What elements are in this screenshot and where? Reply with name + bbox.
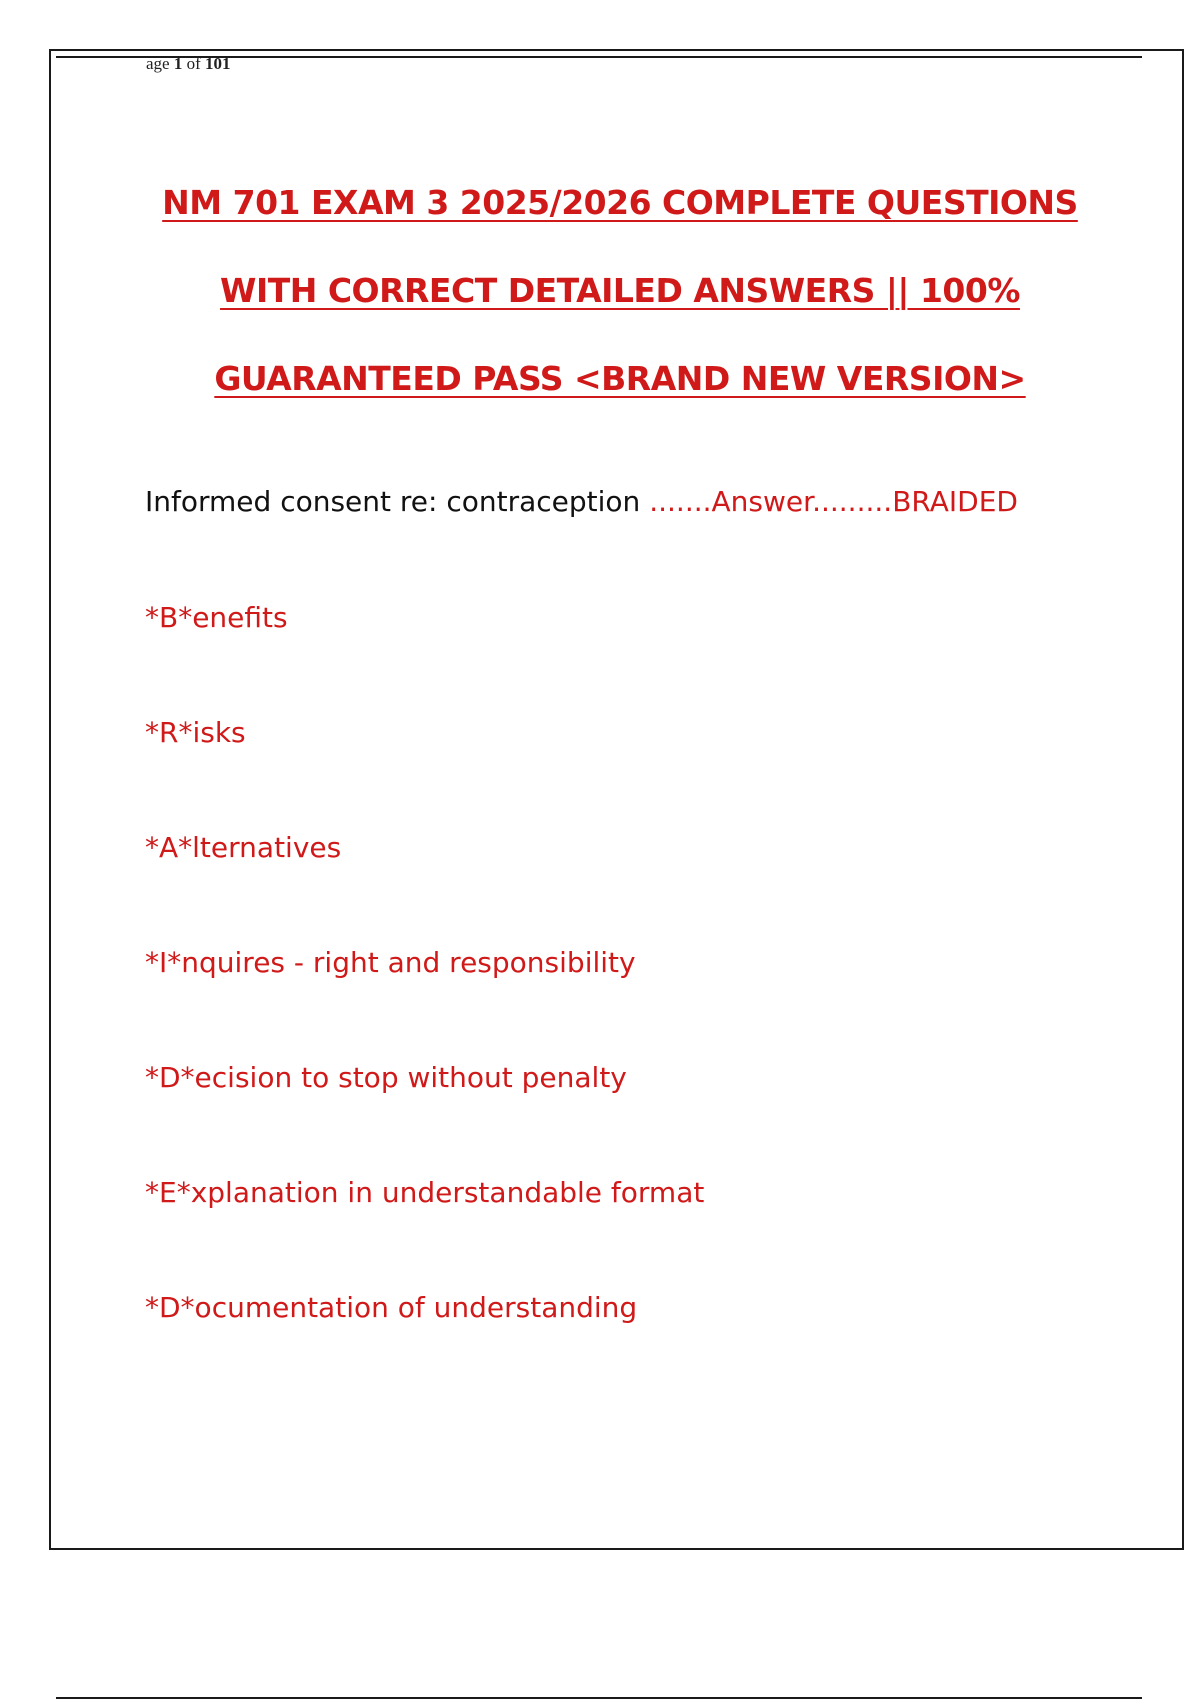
page-number [146,55,231,73]
title-line-2: WITH CORRECT DETAILED ANSWERS || 100% [220,271,1020,310]
title-line-1-wrapper [100,170,1140,258]
answer-item-decision: *D*ecision to stop without penalty [145,1061,627,1094]
answer-item-inquires: *I*nquires - right and responsibility [145,946,636,979]
question-text: Informed consent re: contraception [145,485,650,518]
page-number-prefix: age [146,54,174,73]
title-line-1: NM 701 EXAM 3 2025/2026 COMPLETE QUESTIONS [162,183,1078,222]
answer-item-explanation: *E*xplanation in understandable format [145,1176,705,1209]
page-number-total: 101 [205,54,231,73]
title-line-2-wrapper [100,258,1140,346]
page-number-current: 1 [173,54,183,73]
answer-item-documentation: *D*ocumentation of understanding [145,1291,638,1324]
answer-item-benefits: *B*enefits [145,601,288,634]
page-number-of: of [182,54,206,73]
footer-rule [56,1697,1142,1699]
answer-item-alternatives: *A*lternatives [145,831,342,864]
question-line [145,484,1018,520]
answer-separator: .......Answer......... [649,485,893,518]
title-line-3-wrapper [100,346,1140,434]
title-line-3: GUARANTEED PASS <BRAND NEW VERSION> [214,359,1026,398]
answer-item-risks: *R*isks [145,716,246,749]
answer-list [145,600,704,1405]
document-title [100,170,1140,434]
answer-value: BRAIDED [892,485,1018,518]
